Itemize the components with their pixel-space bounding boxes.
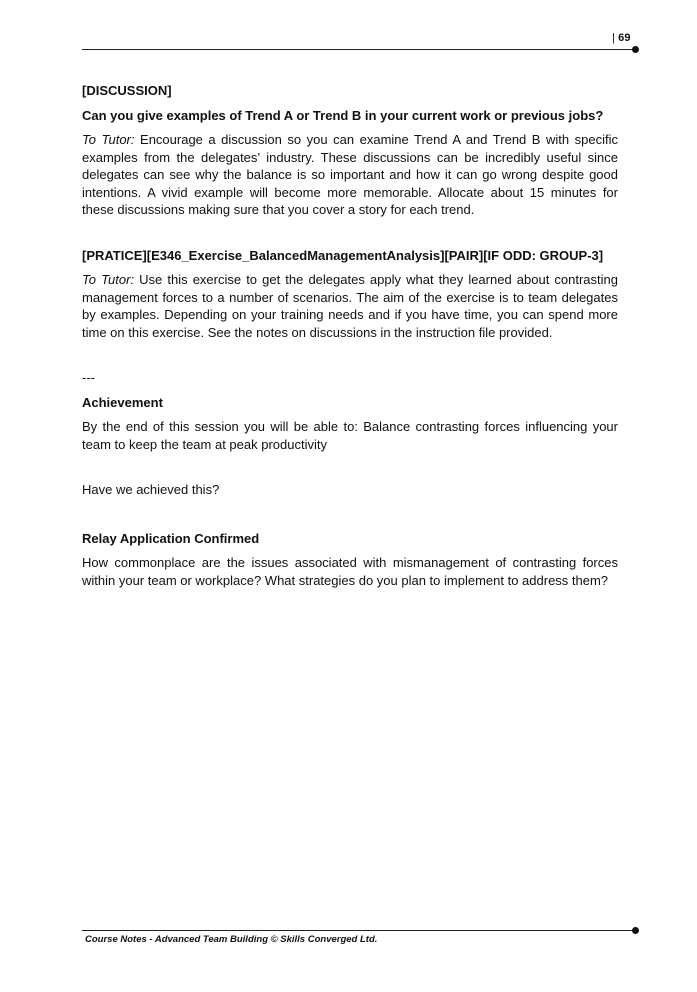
footer-rule-dot <box>632 927 639 934</box>
page-number-value: 69 <box>618 32 631 44</box>
page-number <box>612 32 631 44</box>
practice-tutor-text: Use this exercise to get the delegates apply what they learned about contrasting management forces to a number of scenarios. The aim of the exercise is to team delegates by examples. Depending on your training needs and if you have time, you can spend more time on this exercise. See the notes on discussions in the instruction file provided. <box>82 272 618 340</box>
header-rule <box>82 49 636 50</box>
footer-text: Course Notes - Advanced Team Building © Skills Converged Ltd. <box>85 934 378 945</box>
practice-tutor-note <box>82 271 618 341</box>
achievement-heading: Achievement <box>82 394 163 410</box>
relay-heading: Relay Application Confirmed <box>82 530 260 546</box>
discussion-tag: [DISCUSSION] <box>82 83 172 98</box>
practice-tutor-label: To Tutor: <box>82 272 135 287</box>
header-rule-dot <box>632 46 639 53</box>
practice-tag: [PRATICE][E346_Exercise_BalancedManagementAnalysis][PAIR][IF ODD: GROUP-3] <box>82 247 604 263</box>
achievement-question: Have we achieved this? <box>82 482 220 497</box>
discussion-tutor-note <box>82 131 618 219</box>
section-divider: --- <box>82 370 95 385</box>
discussion-tutor-label: To Tutor: <box>82 132 135 147</box>
relay-text: How commonplace are the issues associated with mismanagement of contrasting forces within your team or workplace? What strategies do you plan to implement to address them? <box>82 555 618 588</box>
footer-rule <box>82 930 636 931</box>
achievement-text: By the end of this session you will be able to: Balance contrasting forces influencing your team to keep the team at peak productivity <box>82 419 618 452</box>
page-number-separator: | <box>612 32 616 44</box>
discussion-tutor-text: Encourage a discussion so you can examine Trend A and Trend B with specific examples from the delegates’ industry. These discussions can be incredibly useful since delegates can see why the balance is so important and how it can go wrong despite good intentions. A vivid example will become more memorable. Allocate about 15 minutes for these discussions making sure that you cover a story for each trend. <box>82 132 618 217</box>
page-content <box>82 82 618 589</box>
discussion-question: Can you give examples of Trend A or Trend B in your current work or previous jobs? <box>82 107 604 123</box>
